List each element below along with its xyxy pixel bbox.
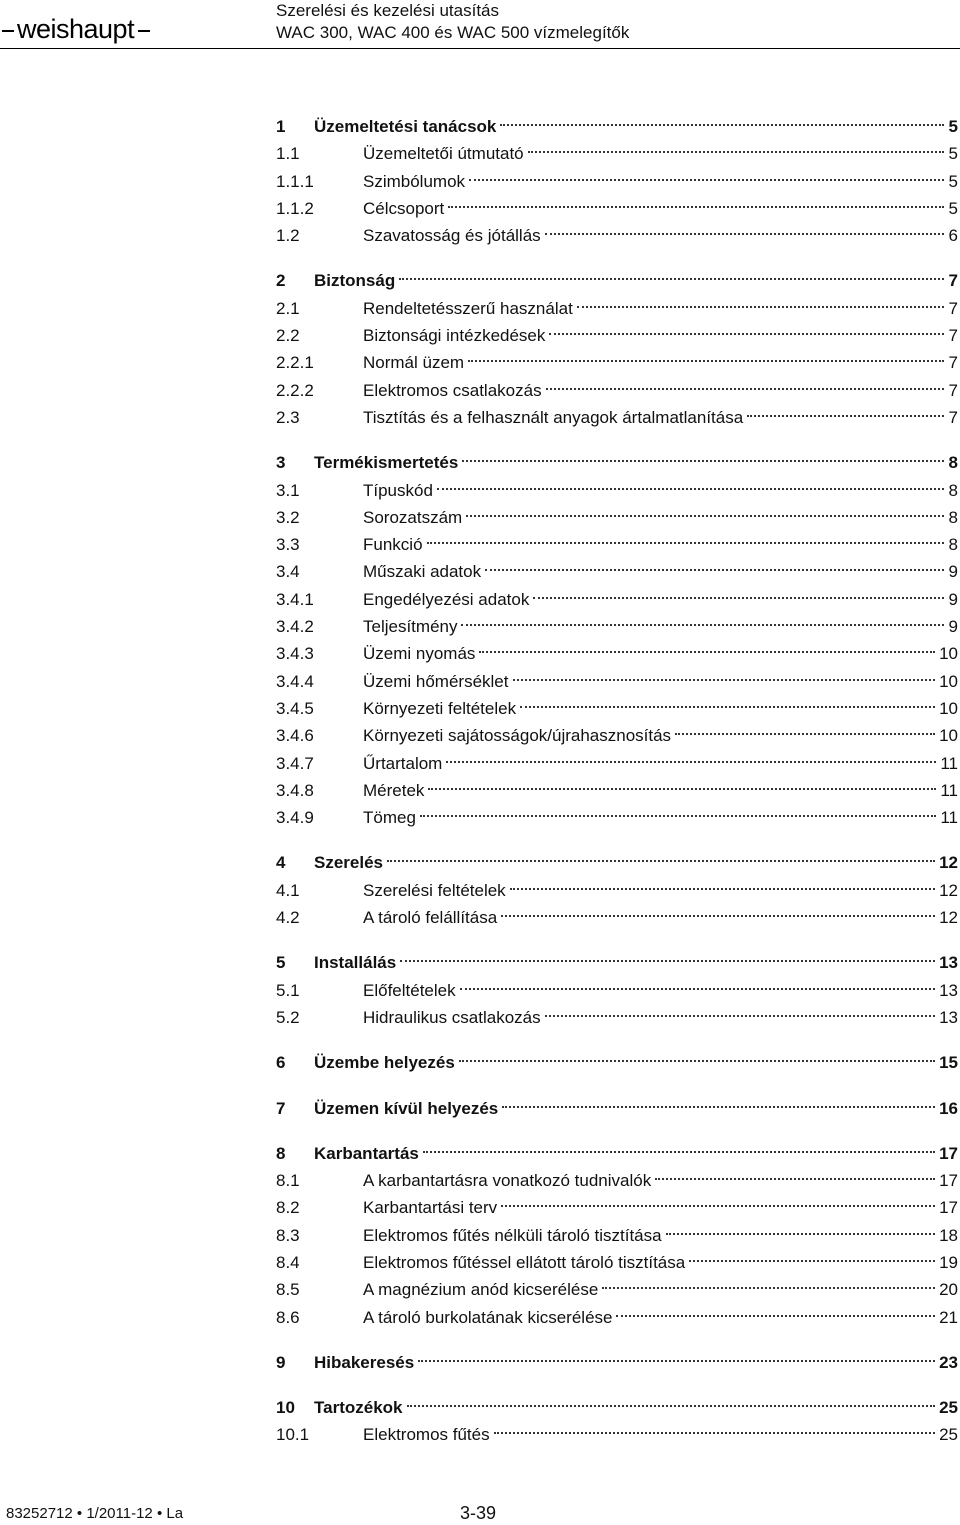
toc-entry-title: Tisztítás és a felhasznált anyagok ártalmatlanítása (363, 407, 744, 427)
toc-entry[interactable] (276, 1001, 958, 1028)
toc-entry-page: 8 (948, 480, 958, 500)
toc-entry-number: 1.1 (276, 144, 300, 164)
toc-dot-leader (666, 1213, 936, 1235)
toc-entry-title: Üzemi hőmérséklet (363, 671, 509, 691)
toc-entry-number: 8.2 (276, 1198, 300, 1218)
toc-entry-title: Űrtartalom (363, 753, 443, 773)
toc-entry-page: 21 (939, 1307, 958, 1327)
toc-dot-leader (545, 213, 944, 235)
toc-entry-number: 3.4.9 (276, 808, 314, 828)
toc-dot-leader (545, 995, 935, 1017)
toc-entry-title: Sorozatszám (363, 507, 463, 527)
toc-entry-title: Üzemeltetői útmutató (363, 144, 524, 164)
toc-entry-title: Biztonsági intézkedések (363, 326, 546, 346)
toc-entry-number: 8 (276, 1143, 286, 1163)
document-title-line2: WAC 300, WAC 400 és WAC 500 vízmelegítők (276, 23, 630, 42)
toc-entry-page: 11 (940, 808, 958, 828)
toc-section (276, 846, 958, 928)
weishaupt-logo (0, 14, 150, 45)
toc-entry-page: 18 (939, 1225, 958, 1245)
toc-dot-leader (466, 495, 944, 517)
toc-dot-leader (602, 1267, 935, 1289)
toc-entry-number: 3.4.2 (276, 617, 314, 637)
toc-entry-page: 9 (948, 562, 958, 582)
toc-entry-number: 3.2 (276, 507, 300, 527)
toc-entry-title: Funkció (363, 535, 423, 555)
toc-entry-title: Környezeti sajátosságok/újrahasznosítás (363, 726, 672, 746)
toc-entry-title: Előfeltételek (363, 980, 456, 1000)
toc-entry-title: Tömeg (363, 808, 416, 828)
toc-entry-title: Üzemen kívül helyezés (314, 1098, 499, 1118)
toc-entry-number: 8.6 (276, 1307, 300, 1327)
toc-entry-number: 3.4.6 (276, 726, 314, 746)
toc-entry-page: 17 (939, 1143, 958, 1163)
toc-dot-leader (689, 1240, 935, 1262)
toc-entry-number: 2.1 (276, 298, 300, 318)
toc-entry-number: 9 (276, 1352, 286, 1372)
toc-entry-number: 2.2.2 (276, 380, 314, 400)
toc-dot-leader (501, 1185, 935, 1207)
toc-section (276, 1391, 958, 1446)
toc-entry-number: 3.4.3 (276, 644, 314, 664)
toc-entry-title: Teljesítmény (363, 617, 458, 637)
toc-entry-number: 3.3 (276, 535, 300, 555)
toc-dot-leader (510, 868, 935, 890)
toc-entry-page: 10 (939, 671, 958, 691)
toc-entry-page: 17 (939, 1171, 958, 1191)
toc-section (276, 946, 958, 1028)
toc-entry-number: 3.4.7 (276, 753, 314, 773)
toc-entry-title: Szavatosság és jótállás (363, 226, 541, 246)
toc-dot-leader (420, 795, 936, 817)
toc-entry-page: 8 (948, 507, 958, 527)
toc-entry-number: 3.4.8 (276, 780, 314, 800)
toc-entry-number: 2 (276, 271, 286, 291)
toc-entry-page: 8 (948, 535, 958, 555)
toc-entry-page: 12 (939, 880, 958, 900)
toc-entry-page: 16 (939, 1098, 958, 1118)
toc-entry-page: 6 (948, 226, 958, 246)
toc-entry-number: 4 (276, 853, 286, 873)
toc-entry-title: Szimbólumok (363, 171, 466, 191)
toc-entry-page: 7 (948, 407, 958, 427)
toc-entry-title: Szerelési feltételek (363, 880, 506, 900)
toc-entry-title: Üzembe helyezés (314, 1053, 455, 1073)
toc-entry-page: 25 (939, 1425, 958, 1445)
toc-dot-leader (520, 686, 935, 708)
toc-dot-leader (485, 549, 944, 571)
toc-dot-leader (387, 840, 935, 862)
toc-entry-page: 7 (948, 298, 958, 318)
toc-entry-number: 8.5 (276, 1280, 300, 1300)
toc-section (276, 264, 958, 428)
toc-entry-number: 2.2 (276, 326, 300, 346)
toc-dot-leader (577, 286, 944, 308)
toc-entry-title: Üzemi nyomás (363, 644, 476, 664)
toc-entry-page: 15 (939, 1053, 958, 1073)
toc-dot-leader (513, 659, 936, 681)
toc-entry-page: 5 (948, 144, 958, 164)
toc-dot-leader (533, 577, 944, 599)
toc-dot-leader (549, 313, 944, 335)
toc-section (276, 1046, 958, 1073)
toc-entry-title: Méretek (363, 780, 425, 800)
toc-dot-leader (546, 368, 944, 390)
toc-dot-leader (448, 186, 944, 208)
toc-entry-number: 4.2 (276, 908, 300, 928)
toc-entry-title: Műszaki adatok (363, 562, 482, 582)
toc-section (276, 1137, 958, 1328)
toc-entry-title: Elektromos fűtés (363, 1425, 490, 1445)
toc-entry-title: Szerelés (314, 853, 383, 873)
toc-entry-title: Karbantartási terv (363, 1198, 498, 1218)
toc-entry-title: Engedélyezési adatok (363, 589, 530, 609)
toc-dot-leader (427, 522, 944, 544)
toc-entry-page: 5 (948, 171, 958, 191)
toc-entry-title: Típuskód (363, 480, 433, 500)
document-code: 83252712 • 1/2011-12 • La (6, 1505, 184, 1522)
toc-entry-number: 10 (276, 1398, 295, 1418)
toc-entry-number: 8.1 (276, 1171, 300, 1191)
toc-entry-title: Üzemeltetési tanácsok (314, 117, 497, 136)
toc-dot-leader (423, 1131, 935, 1153)
toc-entry-title: Célcsoport (363, 198, 445, 218)
page-header (0, 0, 960, 60)
toc-dot-leader (399, 258, 944, 280)
toc-entry-number: 3 (276, 453, 286, 473)
toc-dot-leader (528, 131, 944, 153)
toc-entry-page: 9 (948, 589, 958, 609)
toc-entry-title: Elektromos fűtéssel ellátott tároló tisztítása (363, 1252, 686, 1272)
toc-entry-title: Biztonság (314, 271, 396, 291)
logo-text: weishaupt (17, 14, 135, 44)
toc-dot-leader (747, 395, 944, 417)
toc-entry[interactable] (276, 1301, 958, 1328)
toc-entry-number: 1.1.1 (276, 171, 314, 191)
toc-entry-title: Elektromos csatlakozás (363, 380, 542, 400)
toc-entry-title: Környezeti feltételek (363, 698, 517, 718)
document-title (276, 0, 629, 44)
toc-entry-title: Karbantartás (314, 1143, 419, 1163)
toc-entry-page: 11 (940, 753, 958, 773)
toc-entry-page: 12 (939, 908, 958, 928)
toc-dot-leader (400, 940, 935, 962)
toc-entry-page: 13 (939, 953, 958, 973)
toc-entry-number: 3.4.5 (276, 698, 314, 718)
toc-entry-title: Termékismertetés (314, 453, 459, 473)
toc-entry-title: Elektromos fűtés nélküli tároló tisztítása (363, 1225, 662, 1245)
toc-dot-leader (437, 468, 944, 490)
toc-entry-page: 7 (948, 353, 958, 373)
toc-entry-title: Tartozékok (314, 1398, 403, 1418)
toc-entry-number: 8.3 (276, 1225, 300, 1245)
toc-dot-leader (675, 713, 935, 735)
toc-entry-page: 20 (939, 1280, 958, 1300)
toc-dot-leader (462, 440, 944, 462)
toc-dot-leader (479, 631, 935, 653)
toc-chapter-entry[interactable] (276, 1346, 958, 1373)
toc-entry-number: 2.2.1 (276, 353, 314, 373)
toc-entry-page: 19 (939, 1252, 958, 1272)
toc-entry-title: Normál üzem (363, 353, 465, 373)
toc-section (276, 1092, 958, 1119)
document-title-line1: Szerelési és kezelési utasítás (276, 1, 499, 20)
toc-dot-leader (407, 1385, 936, 1407)
toc-entry-page: 10 (939, 698, 958, 718)
toc-entry-title: A tároló burkolatának kicserélése (363, 1307, 613, 1327)
page-number: 3-39 (460, 1503, 497, 1523)
toc-entry-number: 4.1 (276, 880, 300, 900)
toc-entry-title: A magnézium anód kicserélése (363, 1280, 599, 1300)
toc-entry[interactable] (276, 901, 958, 928)
toc-dot-leader (418, 1340, 935, 1362)
toc-entry-title: Hibakeresés (314, 1352, 415, 1372)
toc-entry-page: 23 (939, 1352, 958, 1372)
toc-dot-leader (459, 1040, 935, 1062)
toc-entry-number: 2.3 (276, 407, 300, 427)
toc-dot-leader (655, 1158, 935, 1180)
toc-entry-number: 8.4 (276, 1252, 300, 1272)
toc-chapter-entry[interactable] (276, 1046, 958, 1073)
toc-section (276, 446, 958, 828)
toc-entry-page: 10 (939, 726, 958, 746)
toc-entry-number: 7 (276, 1098, 286, 1118)
toc-dot-leader (501, 895, 935, 917)
toc-entry-page: 17 (939, 1198, 958, 1218)
toc-entry-number: 1.2 (276, 226, 300, 246)
toc-entry-number: 3.4.1 (276, 589, 314, 609)
toc-dot-leader (616, 1295, 935, 1317)
toc-section (276, 1346, 958, 1373)
toc-dot-leader (468, 340, 944, 362)
toc-entry-page: 7 (948, 271, 958, 291)
toc-entry-page: 13 (939, 980, 958, 1000)
toc-entry-number: 5 (276, 953, 286, 973)
toc-entry-number: 6 (276, 1053, 286, 1073)
toc-dot-leader (428, 768, 936, 790)
toc-entry-page: 7 (948, 326, 958, 346)
toc-entry-number: 1 (276, 117, 286, 136)
toc-entry[interactable] (276, 801, 958, 828)
toc-dot-leader (469, 159, 944, 181)
toc-entry-page: 10 (939, 644, 958, 664)
toc-entry-page: 25 (939, 1398, 958, 1418)
toc-entry[interactable] (276, 1418, 958, 1445)
toc-entry[interactable] (276, 401, 958, 428)
toc-dot-leader (446, 741, 936, 763)
toc-dot-leader (494, 1412, 935, 1434)
toc-dot-leader (502, 1086, 935, 1108)
toc-entry-number: 3.1 (276, 480, 300, 500)
toc-entry-page: 12 (939, 853, 958, 873)
header-divider (0, 48, 960, 49)
toc-entry-number: 10.1 (276, 1425, 310, 1445)
toc-entry-title: Hidraulikus csatlakozás (363, 1007, 541, 1027)
toc-section (276, 110, 958, 246)
toc-entry-title: A karbantartásra vonatkozó tudnivalók (363, 1171, 652, 1191)
toc-entry-title: Rendeltetésszerű használat (363, 298, 573, 318)
toc-entry-title: Installálás (314, 953, 397, 973)
toc-entry-number: 3.4.4 (276, 671, 314, 691)
toc-entry-page: 13 (939, 1007, 958, 1027)
toc-entry-page: 8 (948, 453, 958, 473)
toc-dot-leader (461, 604, 944, 626)
toc-entry-page: 9 (948, 617, 958, 637)
toc-entry-page: 5 (948, 198, 958, 218)
toc-entry-number: 1.1.2 (276, 198, 314, 218)
toc-entry-number: 5.2 (276, 1007, 300, 1027)
toc-chapter-entry[interactable] (276, 1092, 958, 1119)
toc-entry-page: 11 (940, 780, 958, 800)
toc-dot-leader (460, 968, 935, 990)
toc-entry-number: 5.1 (276, 980, 300, 1000)
toc-dot-leader (500, 104, 944, 126)
toc-entry-page: 7 (948, 380, 958, 400)
toc-entry-page: 5 (948, 117, 958, 136)
table-of-contents (276, 110, 958, 1464)
toc-entry[interactable] (276, 219, 958, 246)
toc-entry-number: 3.4 (276, 562, 300, 582)
toc-entry-title: A tároló felállítása (363, 908, 498, 928)
